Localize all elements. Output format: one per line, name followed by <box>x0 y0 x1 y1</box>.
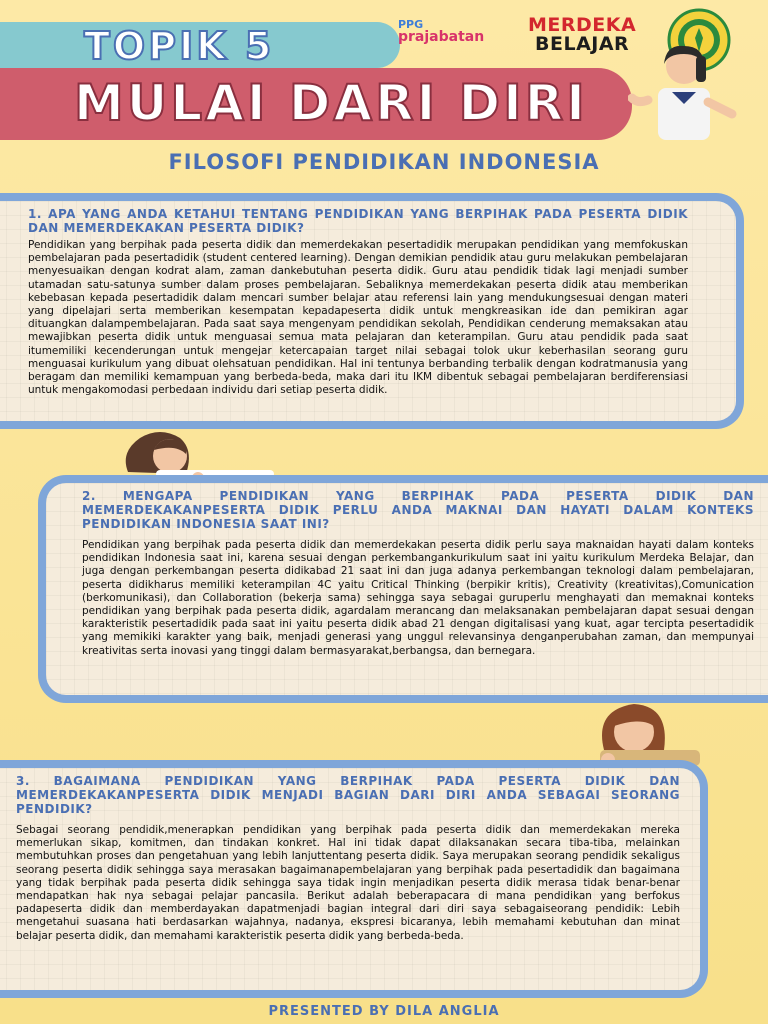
section-card-3 <box>0 760 708 998</box>
ppg-logo-line1: PPG <box>398 18 424 31</box>
mb-logo-line1: MERDEKA <box>528 14 637 36</box>
section-2-question: 2. MENGAPA PENDIDIKAN YANG BERPIHAK PADA PESERTA DIDIK DAN MEMERDEKAKANPESERTA DIDIK PERLU ANDA MAKNAI DAN HAYATI DALAM KONTEKS PENDIDIKAN INDONESIA SAAT INI? <box>82 489 754 531</box>
topic-label: TOPIK 5 <box>84 24 275 68</box>
footer-presenter: PRESENTED BY DILA ANGLIA <box>268 1004 500 1019</box>
mb-logo-line2: BELAJAR <box>535 33 630 55</box>
ppg-logo-line2: prajabatan <box>398 29 485 45</box>
merdeka-belajar-logo <box>528 14 636 55</box>
girl-character-illustration <box>628 40 748 140</box>
section-3-question: 3. BAGAIMANA PENDIDIKAN YANG BERPIHAK PADA PESERTA DIDIK DAN MEMERDEKAKANPESERTA DIDIK MENJADI BAGIAN DARI DIRI ANDA SEBAGAI SEORANG PENDIDIK? <box>16 774 680 816</box>
section-3-answer: Sebagai seorang pendidik,menerapkan pendidikan yang berpihak pada peserta didik dan memerdekakan mereka memerlukan sikap, komitmen, dan tindakan konkret. Hal ini tidak dapat dilaksanakan secara tiba-tiba, melainkan membutuhkan proses dan pengetahuan yang lebih lanjuttentang peserta didik. Saya merupakan seorang pendidik sekaligus seorang peserta didik sehingga saya merasakan bagaimanapembelajaran yang berpihak pada pesertadidik dan bagaimana yang tidak berpihak pada peserta didik sehingga saya tidak ingin menjadikan peserta didik merasa tidak benar-benar mendapatkan hak nya sebagai pelajar pancasila. Berikut adalah beberapacara di mana pendidikan yang berfokus padapeserta didik dan memberdayakan dapatmenjadi bagian integral dari diri saya sebagaiseorang pendidik: Lebih mengetahui suasana hati berdasarkan wajahnya, nadanya, ekspresi bicaranya, lebih memahami kebutuhan dan minat belajar peserta didik, dan memahami karakteristik peserta didik yang berbeda-beda. <box>16 824 680 942</box>
page-subtitle: FILOSOFI PENDIDIKAN INDONESIA <box>168 150 600 174</box>
section-1-answer: Pendidikan yang berpihak pada peserta didik dan memerdekakan pesertadidik merupakan pendidikan yang memfokuskan pembelajaran pada pesertadidik (student centered learning). Dengan demikian pendidik atau guru melakukan pembelajaran menyesuaikan dengan kodrat alam, zaman dankebutuhan peserta didik. Guru atau pendidik tidak lagi menjadi sumber utamadan satu-satunya sumber dalam proses pembelajaran. Sebaliknya memerdekakan peserta didik atau memberikan kebebasan kepada pesertadidik dalam mencari sumber belajar atau referensi lain yang mendukungsesuai dengan materi yang dipelajari serta memberikan kesempatan kepadapeserta didik untuk mengkreasikan ide dan pemikiran agar dituangkan dalampembelajaran. Pada saat saya mengenyam pendidikan sekolah, Pendidikan cenderung memaksakan atau mewajibkan peserta didik untuk menguasai semua mata pelajaran dan keterampilan. Guru atau pendidik pada saat itumemiliki kecenderungan untuk mengejar ketercapaian target nilai sebagai tolok ukur keberhasilan seorang guru menguasai kurikulum yang dibuat olehsatuan pendidikan. Hal ini tentunya berbanding terbalik dengan kodratmanusia yang beragam dan memiliki kemampuan yang berbeda-beda, maka dari itu IKM dibentuk sebagai pembelajaran berdiferensiasi untuk mengakomodasi perbedaan individu dari setiap peserta didik. <box>28 239 688 397</box>
section-card-2 <box>38 475 768 703</box>
ppg-logo <box>398 18 485 45</box>
page-title: MULAI DARI DIRI <box>74 74 588 132</box>
section-card-1 <box>0 193 744 429</box>
section-1-question: 1. APA YANG ANDA KETAHUI TENTANG PENDIDIKAN YANG BERPIHAK PADA PESERTA DIDIK DAN MEMERDEKAKAN PESERTA DIDIK? <box>28 207 688 235</box>
section-2-answer: Pendidikan yang berpihak pada peserta didik dan memerdekakan peserta didik perlu saya maknaidan hayati dalam konteks pendidikan Indonesia saat ini, karena sesuai dengan perkembangankurikulum saat ini yaitu kurikulum Merdeka Belajar, dan juga dengan perkembangan peserta didikabad 21 saat ini dan juga adanya perkembangan teknologi dalam pembelajaran, peserta didikharus memiliki keterampilan 4C yaitu Critical Thinking (berpikir kritis), Creativity (kreativitas),Comunication (berkomunikasi), dan Collaboration (bekerja sama) sehingga saya sebagai guruperlu menghayati dan memaknai konteks pendidikan yang berpihak pada peserta didik, agardalam merancang dan melaksanakan pembelajaran dapat sesuai dengan karakteristik pesertadidik pada saat ini yaitu peserta didik abad 21 dengan digitalisasi yang kuat, agar tercipta pesertadidik yang memikiki karakter yang baik, menjadi generasi yang unggul relevansinya denganperubahan zaman, dan mempunyai kreativitas serta inovasi yang tinggi dalam bermasyarakat,berbangsa, dan bernegara. <box>82 539 754 657</box>
